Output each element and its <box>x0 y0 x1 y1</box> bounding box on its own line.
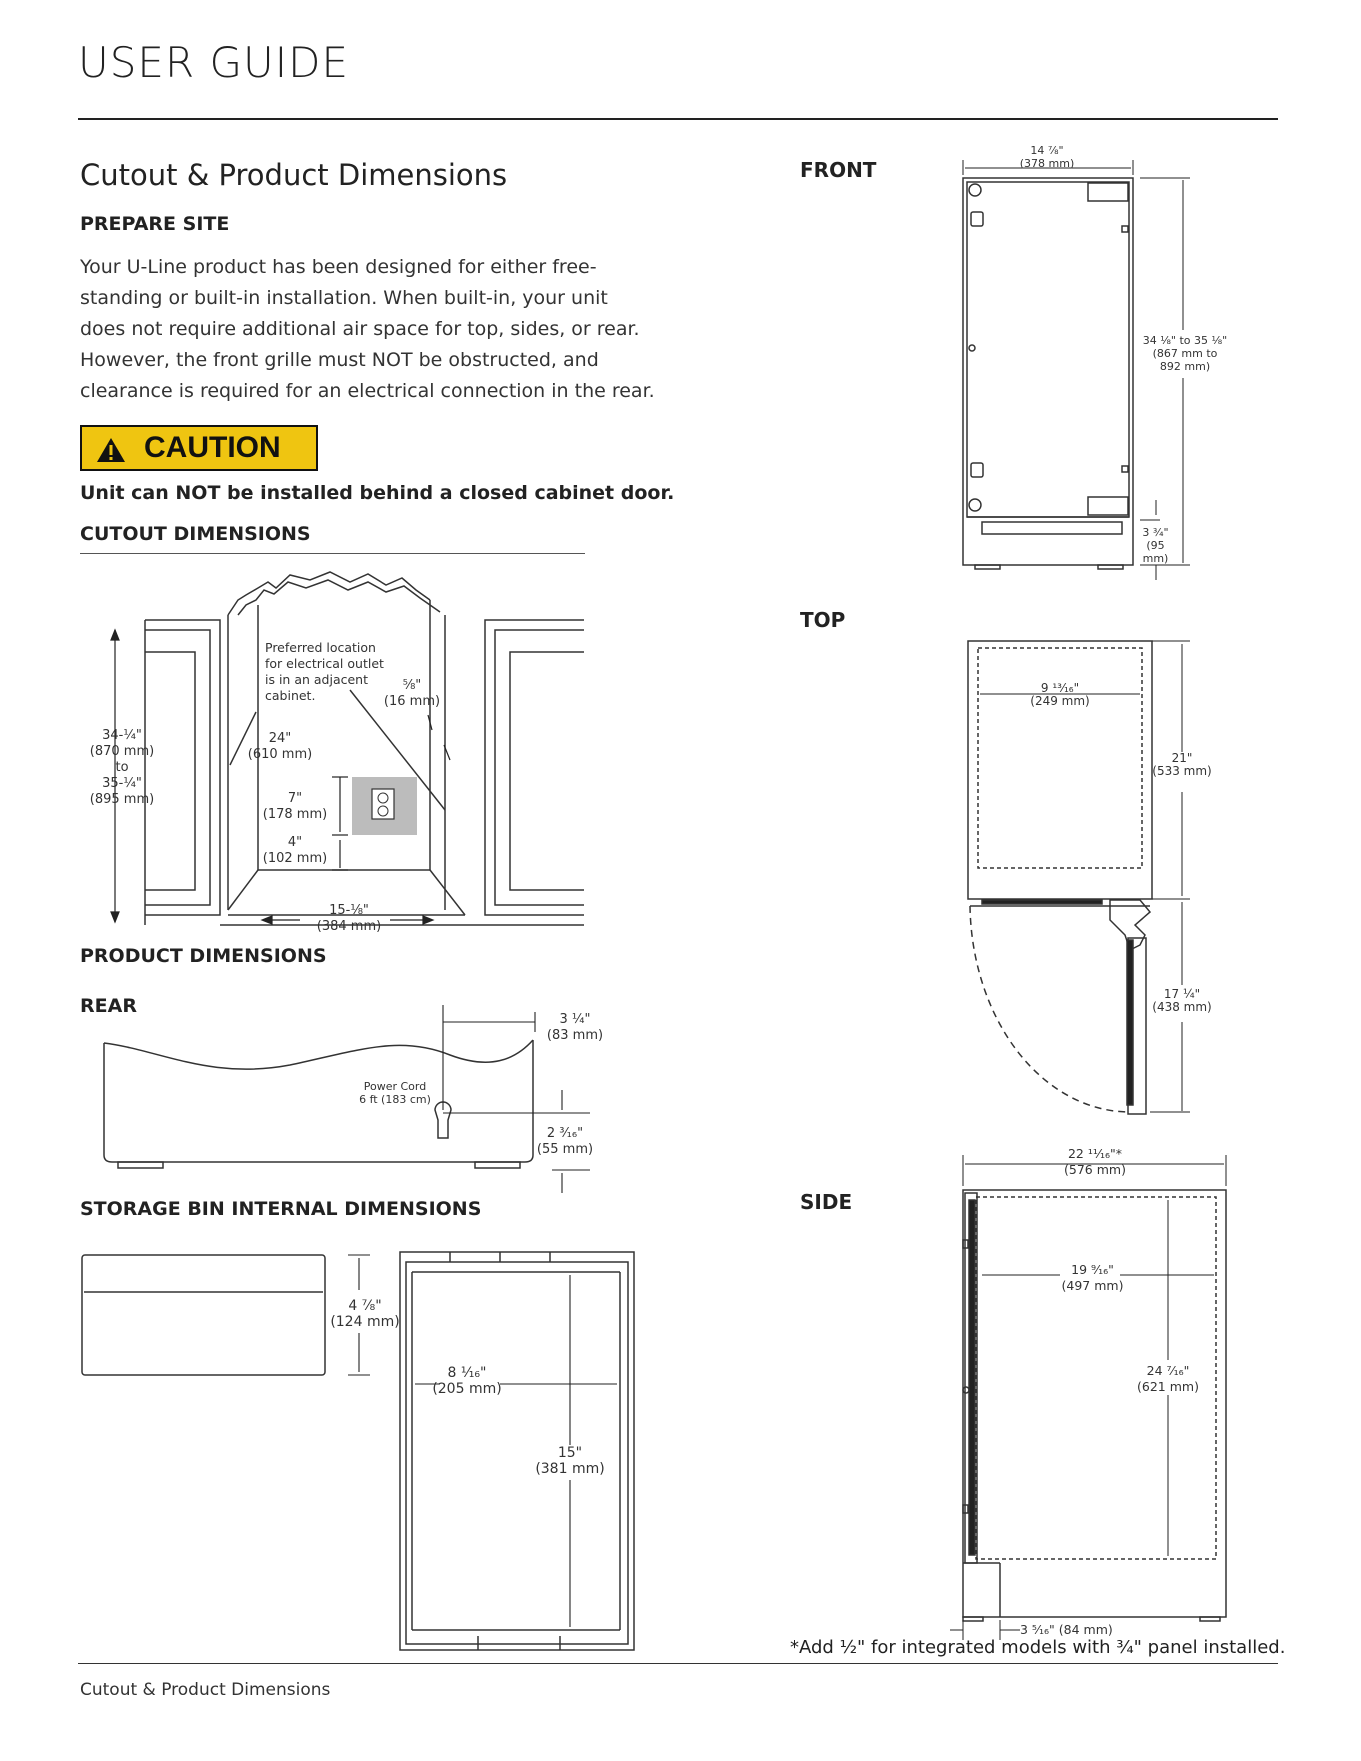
dim-line: 9 ¹³⁄₁₆" <box>1040 681 1080 695</box>
dim-line: (249 mm) <box>1030 694 1090 708</box>
dim-line: 15-⅛" <box>329 903 369 918</box>
dim-line: (533 mm) <box>1152 764 1212 778</box>
front-label: FRONT <box>800 158 877 182</box>
dim-line: 892 mm) <box>1159 360 1211 373</box>
dim-line: (610 mm) <box>247 747 313 762</box>
dim-line: 4 ⅞" <box>348 1298 382 1314</box>
note-line: cabinet. <box>265 688 316 703</box>
dim-line: (95 mm) <box>1142 539 1169 565</box>
side-inner-label <box>1055 1262 1130 1294</box>
dim-line: 24" <box>268 731 292 746</box>
note-line: for electrical outlet <box>265 656 384 671</box>
dim-line: Power Cord <box>363 1080 427 1093</box>
dim-line: 3 ¾" <box>1142 526 1169 539</box>
dim-line: (438 mm) <box>1152 1000 1212 1014</box>
dim-line: 34 ⅛" to 35 ⅛" <box>1142 334 1228 347</box>
dim-line: (55 mm) <box>536 1142 594 1157</box>
caution-label: CAUTION <box>144 431 281 464</box>
dim-line: 17 ¼" <box>1163 987 1201 1001</box>
dim-line: 7" <box>287 791 303 806</box>
dim-line: 19 ⁹⁄₁₆" <box>1071 1262 1114 1277</box>
page-header-title: USER GUIDE <box>78 38 350 87</box>
dim-line: (381 mm) <box>535 1461 605 1477</box>
paragraph-line: clearance is required for an electrical connection in the rear. <box>80 380 655 402</box>
dim-line: 4" <box>287 835 303 850</box>
paragraph-line: does not require additional air space for top, sides, or rear. <box>80 318 640 340</box>
rear-label: REAR <box>80 995 137 1017</box>
dim-line: (205 mm) <box>432 1381 502 1397</box>
dim-line: (16 mm) <box>383 694 441 709</box>
dim-line: (870 mm) <box>89 744 155 759</box>
dim-line: 21" <box>1171 751 1193 765</box>
dim-line: 8 ¹⁄₁₆" <box>447 1365 487 1381</box>
cutout-heading: CUTOUT DIMENSIONS <box>80 523 311 545</box>
product-heading: PRODUCT DIMENSIONS <box>80 945 327 967</box>
dim-line: to <box>115 760 129 775</box>
dim-line: (124 mm) <box>330 1314 400 1330</box>
dim-line: 2 ³⁄₁₆" <box>546 1126 584 1141</box>
dim-line: ⅝" <box>402 678 422 693</box>
dim-line: 35-¼" <box>102 776 142 791</box>
prepare-site-heading: PREPARE SITE <box>80 213 230 235</box>
top-label: TOP <box>800 608 846 632</box>
footer-divider <box>78 1663 1278 1664</box>
storage-heading: STORAGE BIN INTERNAL DIMENSIONS <box>80 1198 482 1220</box>
footer-text: Cutout & Product Dimensions <box>80 1680 331 1700</box>
caution-text: Unit can NOT be installed behind a closed cabinet door. <box>80 482 675 504</box>
dim-line: (178 mm) <box>262 807 328 822</box>
paragraph-line: However, the front grille must NOT be obstructed, and <box>80 349 599 371</box>
side-toe-label: 3 ⁵⁄₁₆" (84 mm) <box>1020 1622 1113 1637</box>
side-label: SIDE <box>800 1190 853 1214</box>
note-line: is in an adjacent <box>265 672 368 687</box>
dim-line: (576 mm) <box>1064 1162 1126 1177</box>
dim-line: (895 mm) <box>89 792 155 807</box>
dim-line: (102 mm) <box>262 851 328 866</box>
dim-line: 22 ¹¹⁄₁₆"* <box>1067 1146 1122 1161</box>
dim-line: (497 mm) <box>1061 1278 1124 1293</box>
side-overall-label <box>1055 1146 1135 1178</box>
paragraph-line: Your U-Line product has been designed for either free- <box>80 256 597 278</box>
dim-line: 34-¼" <box>102 728 142 743</box>
dim-line: 15" <box>557 1445 583 1461</box>
footnote: *Add ½" for integrated models with ¾" panel installed. <box>790 1637 1286 1658</box>
dim-line: 14 ⅞" <box>1030 144 1064 157</box>
dim-line: 6 ft (183 cm) <box>359 1093 431 1106</box>
side-height-label <box>1133 1363 1203 1395</box>
dim-line: 24 ⁷⁄₁₆" <box>1146 1363 1190 1378</box>
dim-line: 3 ¼" <box>559 1012 591 1027</box>
section-title: Cutout & Product Dimensions <box>80 158 508 192</box>
paragraph-line: standing or built-in installation. When built-in, your unit <box>80 287 608 309</box>
note-line: Preferred location <box>265 640 376 655</box>
dim-line: (621 mm) <box>1137 1379 1199 1394</box>
dim-line: (83 mm) <box>546 1028 604 1043</box>
dim-line: (378 mm) <box>1019 157 1075 170</box>
dim-line: (867 mm to <box>1152 347 1218 360</box>
dim-line: (384 mm) <box>316 919 382 934</box>
